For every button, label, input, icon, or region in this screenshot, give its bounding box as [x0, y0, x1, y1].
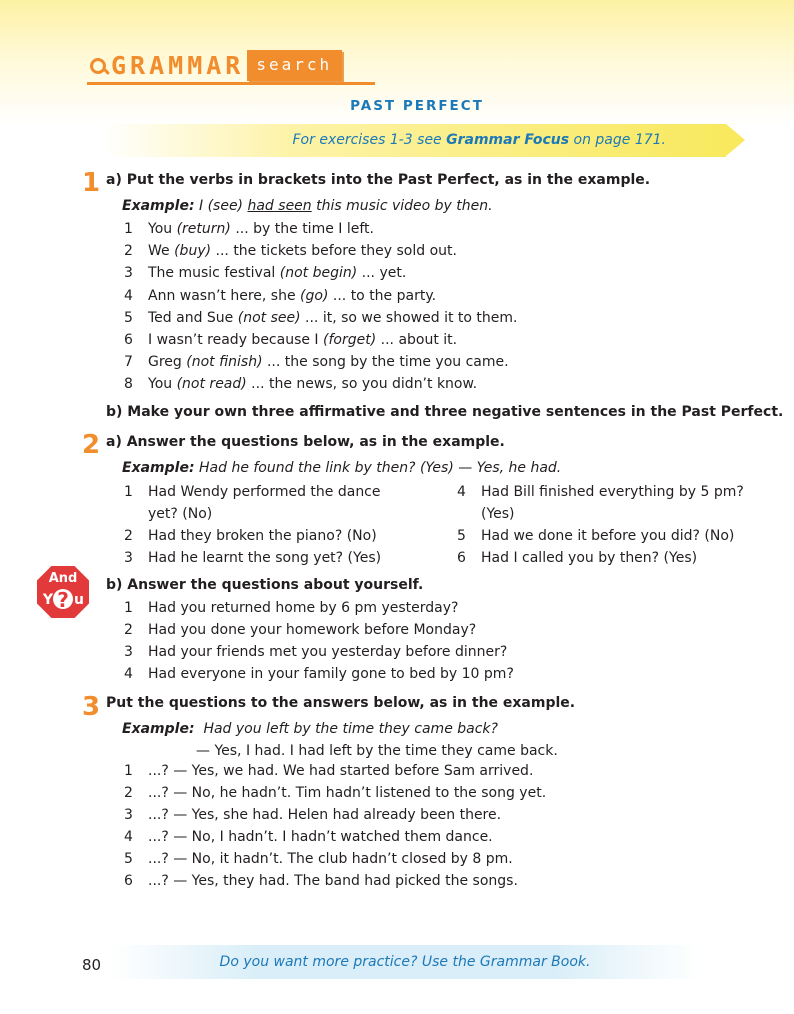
list-item: 5 ...? — No, it hadn’t. The club hadn’t closed by 8 pm. — [124, 851, 513, 867]
exercise-3-example-answer: — Yes, I had. I had left by the time they came back. — [196, 743, 558, 759]
list-item: 5 Had we done it before you did? (No) — [457, 528, 735, 544]
list-item: 4 Ann wasn’t here, she (go) ... to the party. — [124, 287, 437, 304]
list-item: 6 Had I called you by then? (Yes) — [457, 550, 698, 566]
list-item: 2 ...? — No, he hadn’t. Tim hadn’t listened to the song yet. — [124, 785, 547, 801]
exercise-3-example: Example: Had you left by the time they came back? — [122, 721, 498, 737]
exercise-2-example: Example: Had he found the link by then? (Yes) — Yes, he had. — [122, 460, 562, 476]
exercise-2b-items — [124, 597, 514, 685]
list-item: 2 Had they broken the piano? (No) — [124, 528, 377, 544]
grammar-focus-link[interactable]: Grammar Focus — [446, 132, 570, 148]
exercise-1-items — [124, 218, 517, 396]
list-item: 1 You (return) ... by the time I left. — [124, 221, 374, 237]
footer-tip: Do you want more practice? Use the Grammar Book. — [219, 954, 591, 970]
list-item: 4 Had everyone in your family gone to bed by 10 pm? — [124, 666, 514, 682]
list-item: 5 Ted and Sue (not see) ... it, so we showed it to them. — [124, 309, 518, 326]
search-badge: search — [247, 50, 342, 81]
list-item: 1 Had you returned home by 6 pm yesterday? — [124, 600, 459, 616]
focus-arrow-icon — [726, 124, 745, 156]
exercise-2a-instruction: a) Answer the questions below, as in the example. — [106, 434, 505, 450]
exercise-2b-instruction: b) Answer the questions about yourself. — [106, 577, 424, 593]
list-item: 3 Had your friends met you yesterday before dinner? — [124, 644, 508, 660]
list-item: 3 ...? — Yes, she had. Helen had already been there. — [124, 807, 502, 823]
exercise-1-example: Example: I (see) had seen this music video by then. — [122, 198, 493, 214]
list-item: 2 We (buy) ... the tickets before they sold out. — [124, 243, 457, 260]
list-item: 3 The music festival (not begin) ... yet. — [124, 265, 407, 282]
svg-text:u: u — [74, 592, 84, 608]
list-item: 1 ...? — Yes, we had. We had started before Sam arrived. — [124, 763, 534, 779]
exercise-1-number: 1 — [82, 168, 101, 198]
list-item: 4 Had Bill finished everything by 5 pm? (Yes) — [457, 484, 744, 522]
list-item: 7 Greg (not finish) ... the song by the time you came. — [124, 354, 509, 371]
list-item: 8 You (not read) ... the news, so you didn’t know. — [124, 376, 478, 393]
grammar-search-header — [87, 49, 342, 82]
exercise-1b-instruction: b) Make your own three affirmative and three negative sentences in the Past Perfect. — [106, 404, 784, 420]
exercise-3-number: 3 — [82, 692, 101, 722]
list-item: 1 Had Wendy performed the dance yet? (No) — [124, 484, 381, 522]
and-you-badge-icon — [34, 563, 92, 621]
list-item: 4 ...? — No, I hadn’t. I hadn’t watched them dance. — [124, 829, 493, 845]
svg-text:?: ? — [57, 588, 69, 612]
exercise-2-number: 2 — [82, 430, 101, 460]
list-item: 6 I wasn’t ready because I (forget) ... about it. — [124, 331, 458, 348]
header-underline — [87, 82, 375, 85]
exercise-3-instruction: Put the questions to the answers below, as in the example. — [106, 695, 576, 711]
exercise-3-items — [124, 760, 546, 892]
page-number: 80 — [82, 956, 102, 974]
svg-text:Y: Y — [42, 592, 54, 608]
list-item: 6 ...? — Yes, they had. The band had picked the songs. — [124, 873, 518, 889]
search-icon — [87, 49, 111, 82]
svg-text:And: And — [48, 571, 78, 586]
list-item: 2 Had you done your homework before Monday? — [124, 622, 477, 638]
section-title: PAST PERFECT — [350, 98, 484, 114]
list-item: 3 Had he learnt the song yet? (Yes) — [124, 550, 382, 566]
exercise-1a-instruction: a) Put the verbs in brackets into the Past Perfect, as in the example. — [106, 172, 651, 188]
grammar-word: GRAMMAR — [111, 51, 245, 80]
grammar-focus-note: For exercises 1-3 see Grammar Focus on page 171. — [292, 132, 666, 148]
